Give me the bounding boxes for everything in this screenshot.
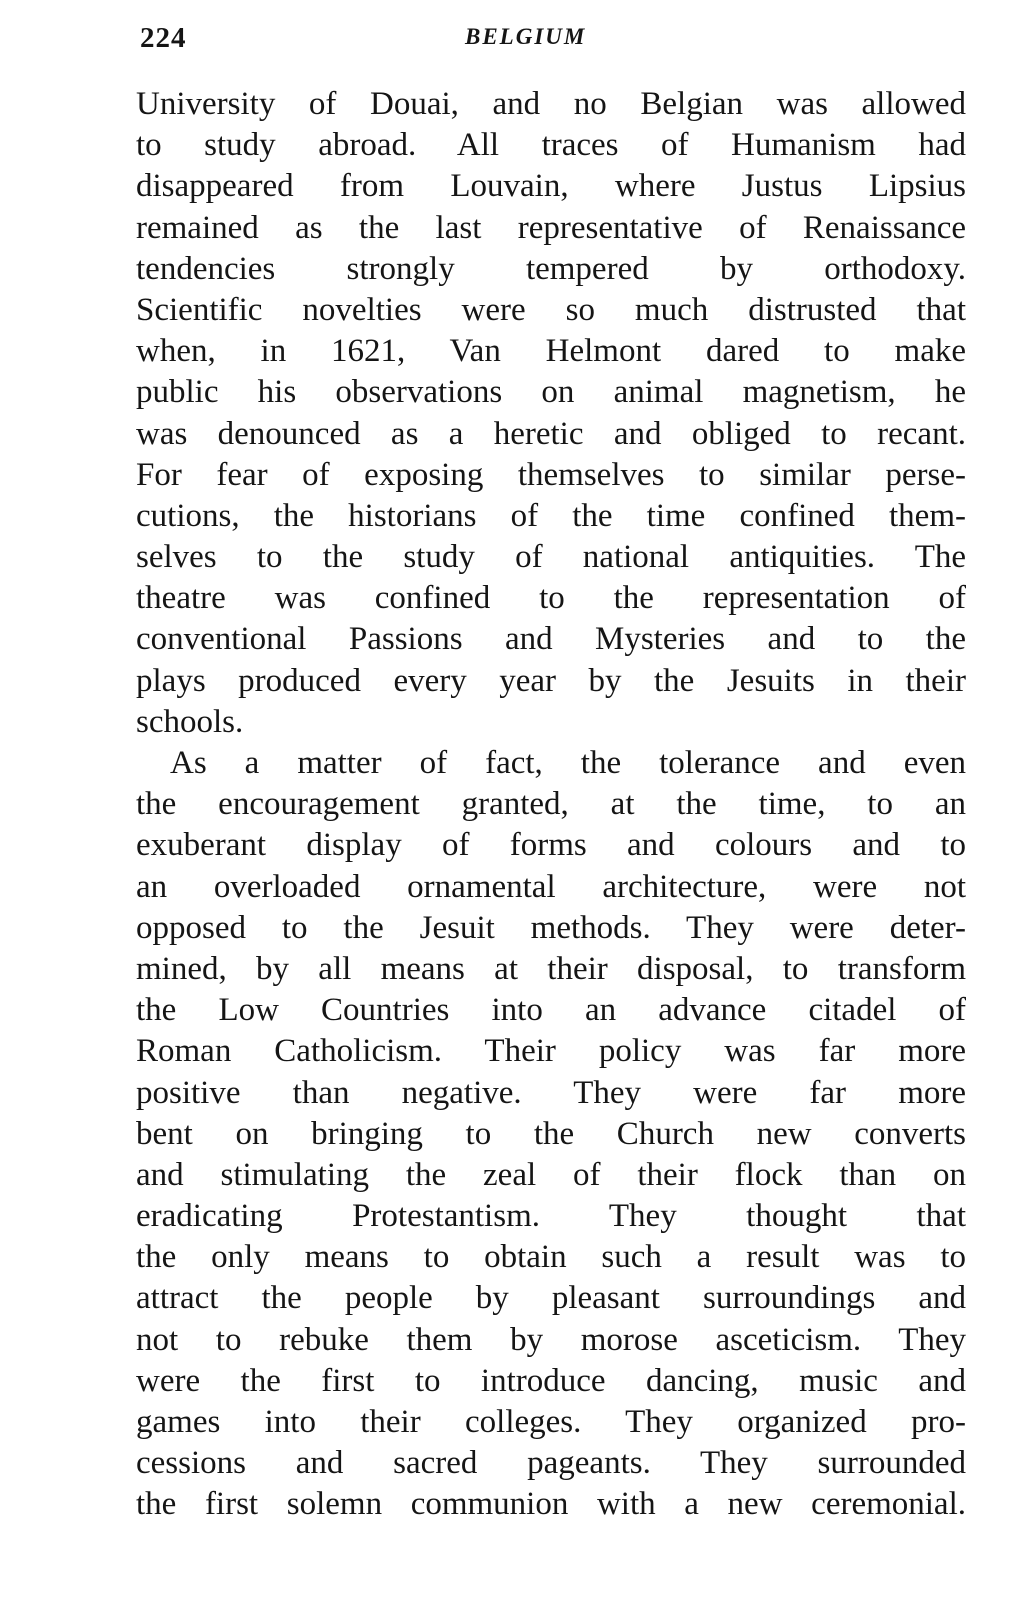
text-line: positive than negative. They were far more	[136, 1074, 966, 1111]
page-number: 224	[140, 22, 187, 54]
text-line: public his observations on animal magnetism, he	[136, 374, 966, 411]
text-line: not to rebuke them by morose asceticism. They	[136, 1321, 966, 1358]
text-line: games into their colleges. They organized pro-	[136, 1404, 966, 1440]
text-line: and stimulating the zeal of their flock than on	[136, 1156, 966, 1193]
text-line: when, in 1621, Van Helmont dared to make	[136, 333, 966, 370]
running-title: BELGIUM	[465, 24, 587, 49]
text-line: remained as the last representative of Renaissance	[136, 209, 966, 246]
text-line: attract the people by pleasant surroundings and	[136, 1280, 966, 1317]
text-line: the Low Countries into an advance citadel of	[136, 992, 966, 1029]
text-line: University of Douai, and no Belgian was allowed	[136, 86, 966, 122]
text-line: eradicating Protestantism. They thought that	[136, 1198, 966, 1235]
text-line: the first solemn communion with a new ceremonial.	[136, 1486, 966, 1523]
text-line: selves to the study of national antiquities. The	[136, 539, 966, 576]
text-line: mined, by all means at their disposal, to transform	[136, 950, 966, 987]
text-line: plays produced every year by the Jesuits in their	[136, 662, 966, 699]
paragraph-end-line: schools.	[136, 703, 244, 740]
text-line: bent on bringing to the Church new converts	[136, 1115, 966, 1152]
text-line: to study abroad. All traces of Humanism had	[136, 127, 966, 164]
text-line: cessions and sacred pageants. They surrounded	[136, 1445, 966, 1482]
text-line: conventional Passions and Mysteries and to the	[136, 621, 966, 658]
paragraph-start-line: As a matter of fact, the tolerance and even	[170, 745, 966, 781]
text-line: were the first to introduce dancing, music and	[136, 1362, 966, 1399]
text-line: exuberant display of forms and colours and to	[136, 827, 966, 864]
text-line: an overloaded ornamental architecture, were not	[136, 868, 966, 905]
text-line: theatre was confined to the representation of	[136, 580, 966, 617]
text-line: Scientific novelties were so much distrusted that	[136, 291, 966, 328]
text-line: disappeared from Louvain, where Justus Lipsius	[136, 168, 966, 205]
text-line: tendencies strongly tempered by orthodoxy.	[136, 250, 966, 287]
text-line: was denounced as a heretic and obliged to recant.	[136, 415, 966, 452]
text-line: opposed to the Jesuit methods. They were deter-	[136, 909, 966, 946]
running-head	[140, 22, 960, 62]
text-line: the only means to obtain such a result was to	[136, 1239, 966, 1276]
body-text	[136, 84, 966, 1526]
text-line: For fear of exposing themselves to similar perse-	[136, 456, 966, 493]
text-line: the encouragement granted, at the time, to an	[136, 786, 966, 823]
text-line: cutions, the historians of the time confined them-	[136, 497, 966, 534]
text-line: Roman Catholicism. Their policy was far more	[136, 1033, 966, 1070]
